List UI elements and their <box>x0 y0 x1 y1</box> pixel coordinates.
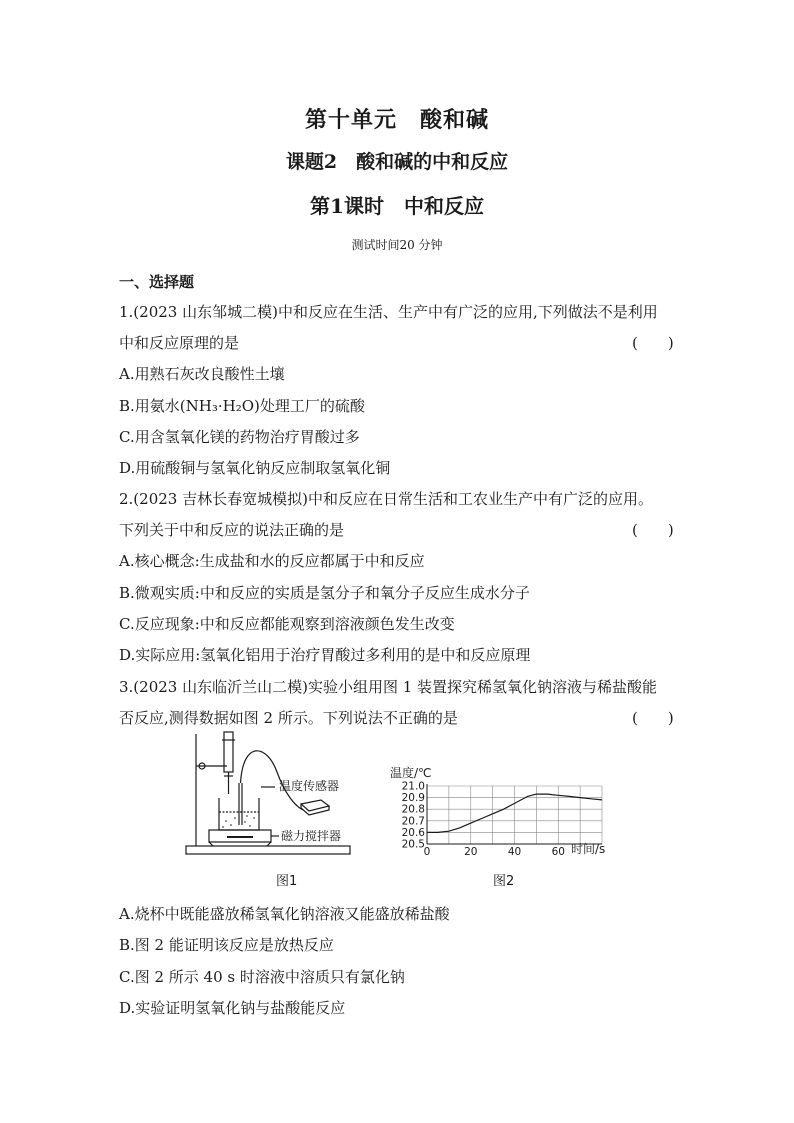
chart-y-ticks <box>402 781 426 851</box>
chart-y-axis-label: 温度/℃ <box>390 766 432 780</box>
chart-x-axis-label: 时间/s <box>571 842 606 856</box>
chart-grid <box>427 786 602 844</box>
question-1-answer-blank[interactable]: ( ) <box>632 334 674 352</box>
question-1-option-b[interactable]: B.用氨水(NH₃·H₂O)处理工厂的硫酸 <box>119 397 365 415</box>
question-1-option-d[interactable]: D.用硫酸铜与氢氧化钠反应制取氢氧化铜 <box>119 459 391 477</box>
question-3-stem-line1: 3.(2023 山东临沂兰山二模)实验小组用图 1 装置探究稀氢氧化钠溶液与稀盐酸能 <box>119 678 658 696</box>
question-3-option-d[interactable]: D.实验证明氢氧化钠与盐酸能反应 <box>119 999 346 1017</box>
question-1-option-c[interactable]: C.用含氢氧化镁的药物治疗胃酸过多 <box>119 428 360 446</box>
sensor-box <box>301 800 329 811</box>
figure-2-caption: 图2 <box>493 874 515 889</box>
question-2-option-d[interactable]: D.实际应用:氢氧化铝用于治疗胃酸过多利用的是中和反应原理 <box>119 646 531 664</box>
lesson-title: 课题2 酸和碱的中和反应 <box>285 151 509 173</box>
question-2-stem-line2: 下列关于中和反应的说法正确的是 <box>119 521 345 539</box>
unit-title: 第十单元 酸和碱 <box>304 107 489 133</box>
question-3-answer-blank[interactable]: ( ) <box>632 709 674 727</box>
stand-base <box>186 846 350 854</box>
chart-x-tick-label: 20 <box>464 846 478 858</box>
question-3-option-a[interactable]: A.烧杯中既能盛放稀氢氧化钠溶液又能盛放稀盐酸 <box>119 905 450 923</box>
label-magnetic-stirrer: 磁力搅拌器 <box>281 829 342 843</box>
chart-y-tick-label: 20.9 <box>401 792 425 805</box>
question-3-option-b[interactable]: B.图 2 能证明该反应是放热反应 <box>119 936 334 954</box>
label-temperature-sensor: 温度传感器 <box>279 779 340 793</box>
figure-1-caption: 图1 <box>276 874 298 889</box>
chart-y-tick-label: 20.6 <box>401 826 425 839</box>
question-1-stem-line1: 1.(2023 山东邹城二模)中和反应在生活、生产中有广泛的应用,下列做法不是利用 <box>119 303 658 321</box>
chart-x-tick-label: 0 <box>423 846 431 858</box>
question-2-option-b[interactable]: B.微观实质:中和反应的实质是氢分子和氧分子反应生成水分子 <box>119 584 530 602</box>
chart-y-tick-label: 20.5 <box>401 838 425 851</box>
chart-x-tick-label: 40 <box>507 846 522 858</box>
question-2-stem-line1: 2.(2023 吉林长春宽城模拟)中和反应在日常生活和工农业生产中有广泛的应用。 <box>119 490 653 508</box>
time-note: 测试时间20 分钟 <box>351 238 443 252</box>
chart-y-tick-label: 20.8 <box>401 803 425 816</box>
period-title: 第1课时 中和反应 <box>310 194 484 218</box>
chart-x-tick-label: 60 <box>551 846 565 858</box>
chart-y-tick-label: 20.7 <box>401 815 425 828</box>
question-3-stem-line2: 否反应,测得数据如图 2 所示。下列说法不正确的是 <box>119 709 458 727</box>
chart-x-ticks <box>424 846 565 858</box>
section-title: 一、选择题 <box>119 273 195 291</box>
chart-y-tick-label: 21.0 <box>401 780 425 793</box>
question-2-option-a[interactable]: A.核心概念:生成盐和水的反应都属于中和反应 <box>119 552 425 570</box>
question-2-answer-blank[interactable]: ( ) <box>632 521 674 539</box>
question-2-option-c[interactable]: C.反应现象:中和反应都能观察到溶液颜色发生改变 <box>119 615 455 633</box>
question-1-stem-line2: 中和反应原理的是 <box>119 334 240 352</box>
question-3-option-c[interactable]: C.图 2 所示 40 s 时溶液中溶质只有氯化钠 <box>119 968 405 986</box>
question-1-option-a[interactable]: A.用熟石灰改良酸性土壤 <box>119 365 285 383</box>
